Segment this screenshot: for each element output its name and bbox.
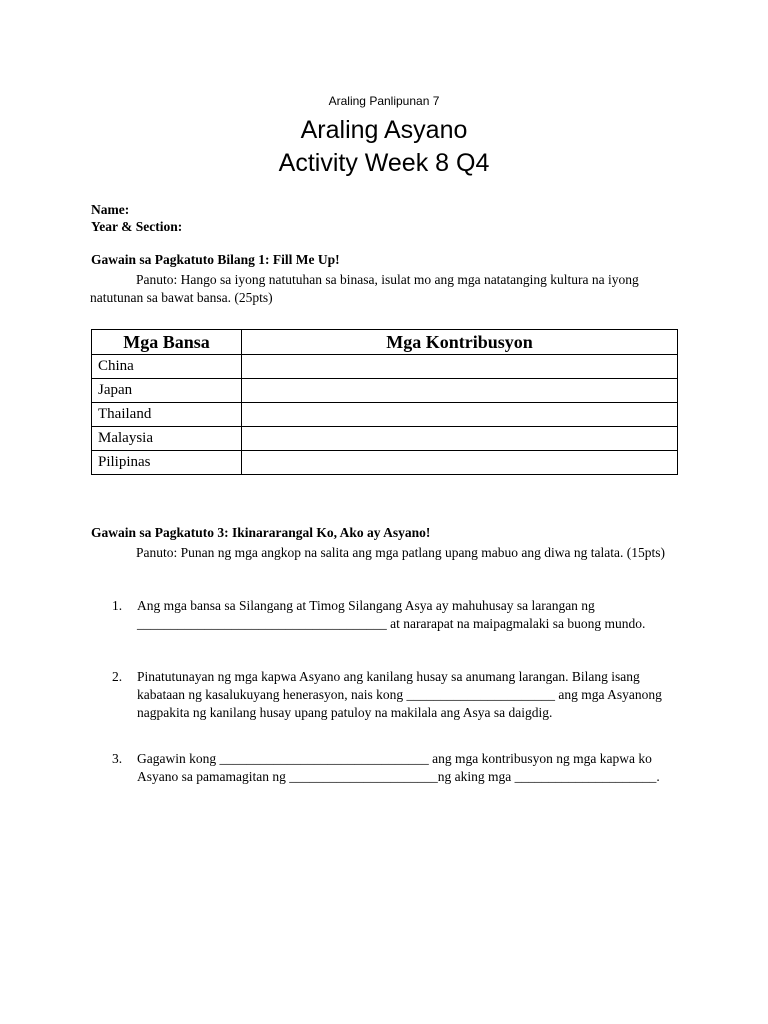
contributions-table — [91, 329, 678, 475]
table-row — [92, 355, 678, 379]
country-cell: Thailand — [92, 403, 242, 427]
country-cell: Japan — [92, 379, 242, 403]
item-number: 3. — [112, 751, 123, 766]
country-cell: Malaysia — [92, 427, 242, 451]
gawain1-directions-text: Panuto: Hango sa iyong natutuhan sa binasa, isulat mo ang mga natatanging kultura na iyong natutunan sa bawat bansa. (25pts) — [90, 272, 639, 305]
gawain1-directions — [90, 271, 680, 307]
contribution-cell[interactable] — [242, 451, 678, 475]
table-row — [92, 379, 678, 403]
header-mga-kontribusyon: Mga Kontribusyon — [242, 330, 678, 355]
year-section-label: Year & Section: — [91, 219, 183, 234]
header-mga-bansa: Mga Bansa — [92, 330, 242, 355]
contribution-cell[interactable] — [242, 355, 678, 379]
country-cell: Pilipinas — [92, 451, 242, 475]
table-row — [92, 427, 678, 451]
table-row — [92, 403, 678, 427]
contribution-cell[interactable] — [242, 379, 678, 403]
gawain3-directions — [90, 544, 680, 562]
item-text: Pinatutunayan ng mga kapwa Asyano ang kanilang husay sa anumang larangan. Bilang isang kabataan ng kasalukuyang henerasyon, nais kong ______________________ ang mga Asyanong nagpakita ng kanilang husay upang patuloy na makilala ang Asya sa daigdig. — [137, 669, 662, 720]
subject-heading: Araling Panlipunan 7 — [328, 94, 440, 108]
item-number: 1. — [112, 598, 123, 613]
country-cell: China — [92, 355, 242, 379]
table-row — [92, 451, 678, 475]
gawain3-title: Gawain sa Pagkatuto 3: Ikinararangal Ko, Ako ay Asyano! — [91, 525, 431, 540]
name-label: Name: — [91, 202, 130, 217]
course-title: Araling Asyano — [300, 116, 468, 144]
table-header-row — [92, 330, 678, 355]
item-text: Ang mga bansa sa Silangang at Timog Silangang Asya ay mahuhusay sa larangan ng _____________________________________ at nararapat na maipagmalaki sa buong mundo. — [137, 598, 646, 631]
gawain1-title: Gawain sa Pagkatuto Bilang 1: Fill Me Up! — [91, 252, 340, 267]
item-text: Gagawin kong _______________________________ ang mga kontribusyon ng mga kapwa ko Asyano sa pamamagitan ng ______________________ng aking mga _____________________. — [137, 751, 660, 784]
gawain3-directions-text: Panuto: Punan ng mga angkop na salita ang mga patlang upang mabuo ang diwa ng talata. (15pts) — [136, 545, 666, 560]
contribution-cell[interactable] — [242, 403, 678, 427]
contribution-cell[interactable] — [242, 427, 678, 451]
activity-title: Activity Week 8 Q4 — [278, 149, 490, 177]
item-number: 2. — [112, 669, 123, 684]
